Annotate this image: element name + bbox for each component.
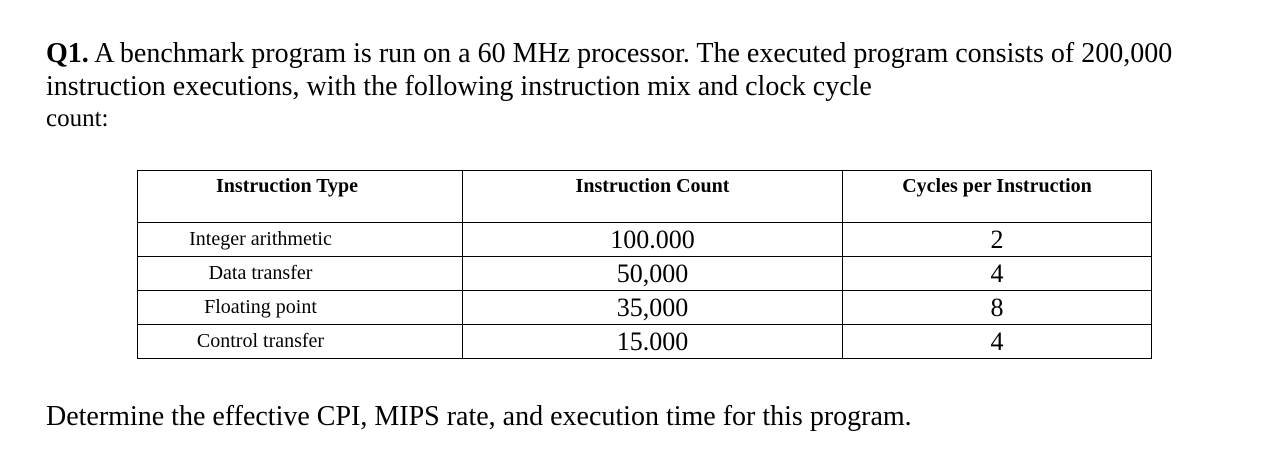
table-row	[138, 291, 1152, 325]
header-instruction-type: Instruction Type	[138, 171, 463, 223]
question-line-2: instruction executions, with the following instruction mix and clock cycle	[46, 71, 872, 102]
cell-cpi: 2	[843, 223, 1152, 257]
question-line-1	[46, 37, 1246, 70]
cell-type-text: Data transfer	[208, 262, 313, 284]
cell-count: 100.000	[463, 223, 843, 257]
header-instruction-count: Instruction Count	[463, 171, 843, 223]
instruction-mix-table	[137, 170, 1152, 359]
cell-type	[138, 291, 463, 325]
cell-type	[138, 223, 463, 257]
cell-count: 35,000	[463, 291, 843, 325]
question-line-1-text: A benchmark program is run on a 60 MHz processor. The executed program consists of 200,000	[88, 38, 1173, 69]
cell-count: 50,000	[463, 257, 843, 291]
header-cycles-per-instruction: Cycles per Instruction	[843, 171, 1152, 223]
prompt-text: Determine the effective CPI, MIPS rate, and execution time for this program.	[46, 401, 912, 432]
cell-type-text: Floating point	[204, 296, 317, 318]
question-line-3: count:	[46, 105, 109, 132]
table-row	[138, 257, 1152, 291]
cell-cpi: 4	[843, 257, 1152, 291]
table-header-row	[138, 171, 1152, 223]
question-text	[46, 37, 1246, 134]
table-row	[138, 223, 1152, 257]
cell-cpi: 4	[843, 325, 1152, 359]
cell-count: 15.000	[463, 325, 843, 359]
cell-cpi: 8	[843, 291, 1152, 325]
question-number: Q1.	[46, 38, 89, 69]
table-row	[138, 325, 1152, 359]
cell-type	[138, 325, 463, 359]
cell-type-text: Control transfer	[196, 330, 325, 352]
cell-type	[138, 257, 463, 291]
cell-type-text: Integer arithmetic	[189, 228, 332, 250]
